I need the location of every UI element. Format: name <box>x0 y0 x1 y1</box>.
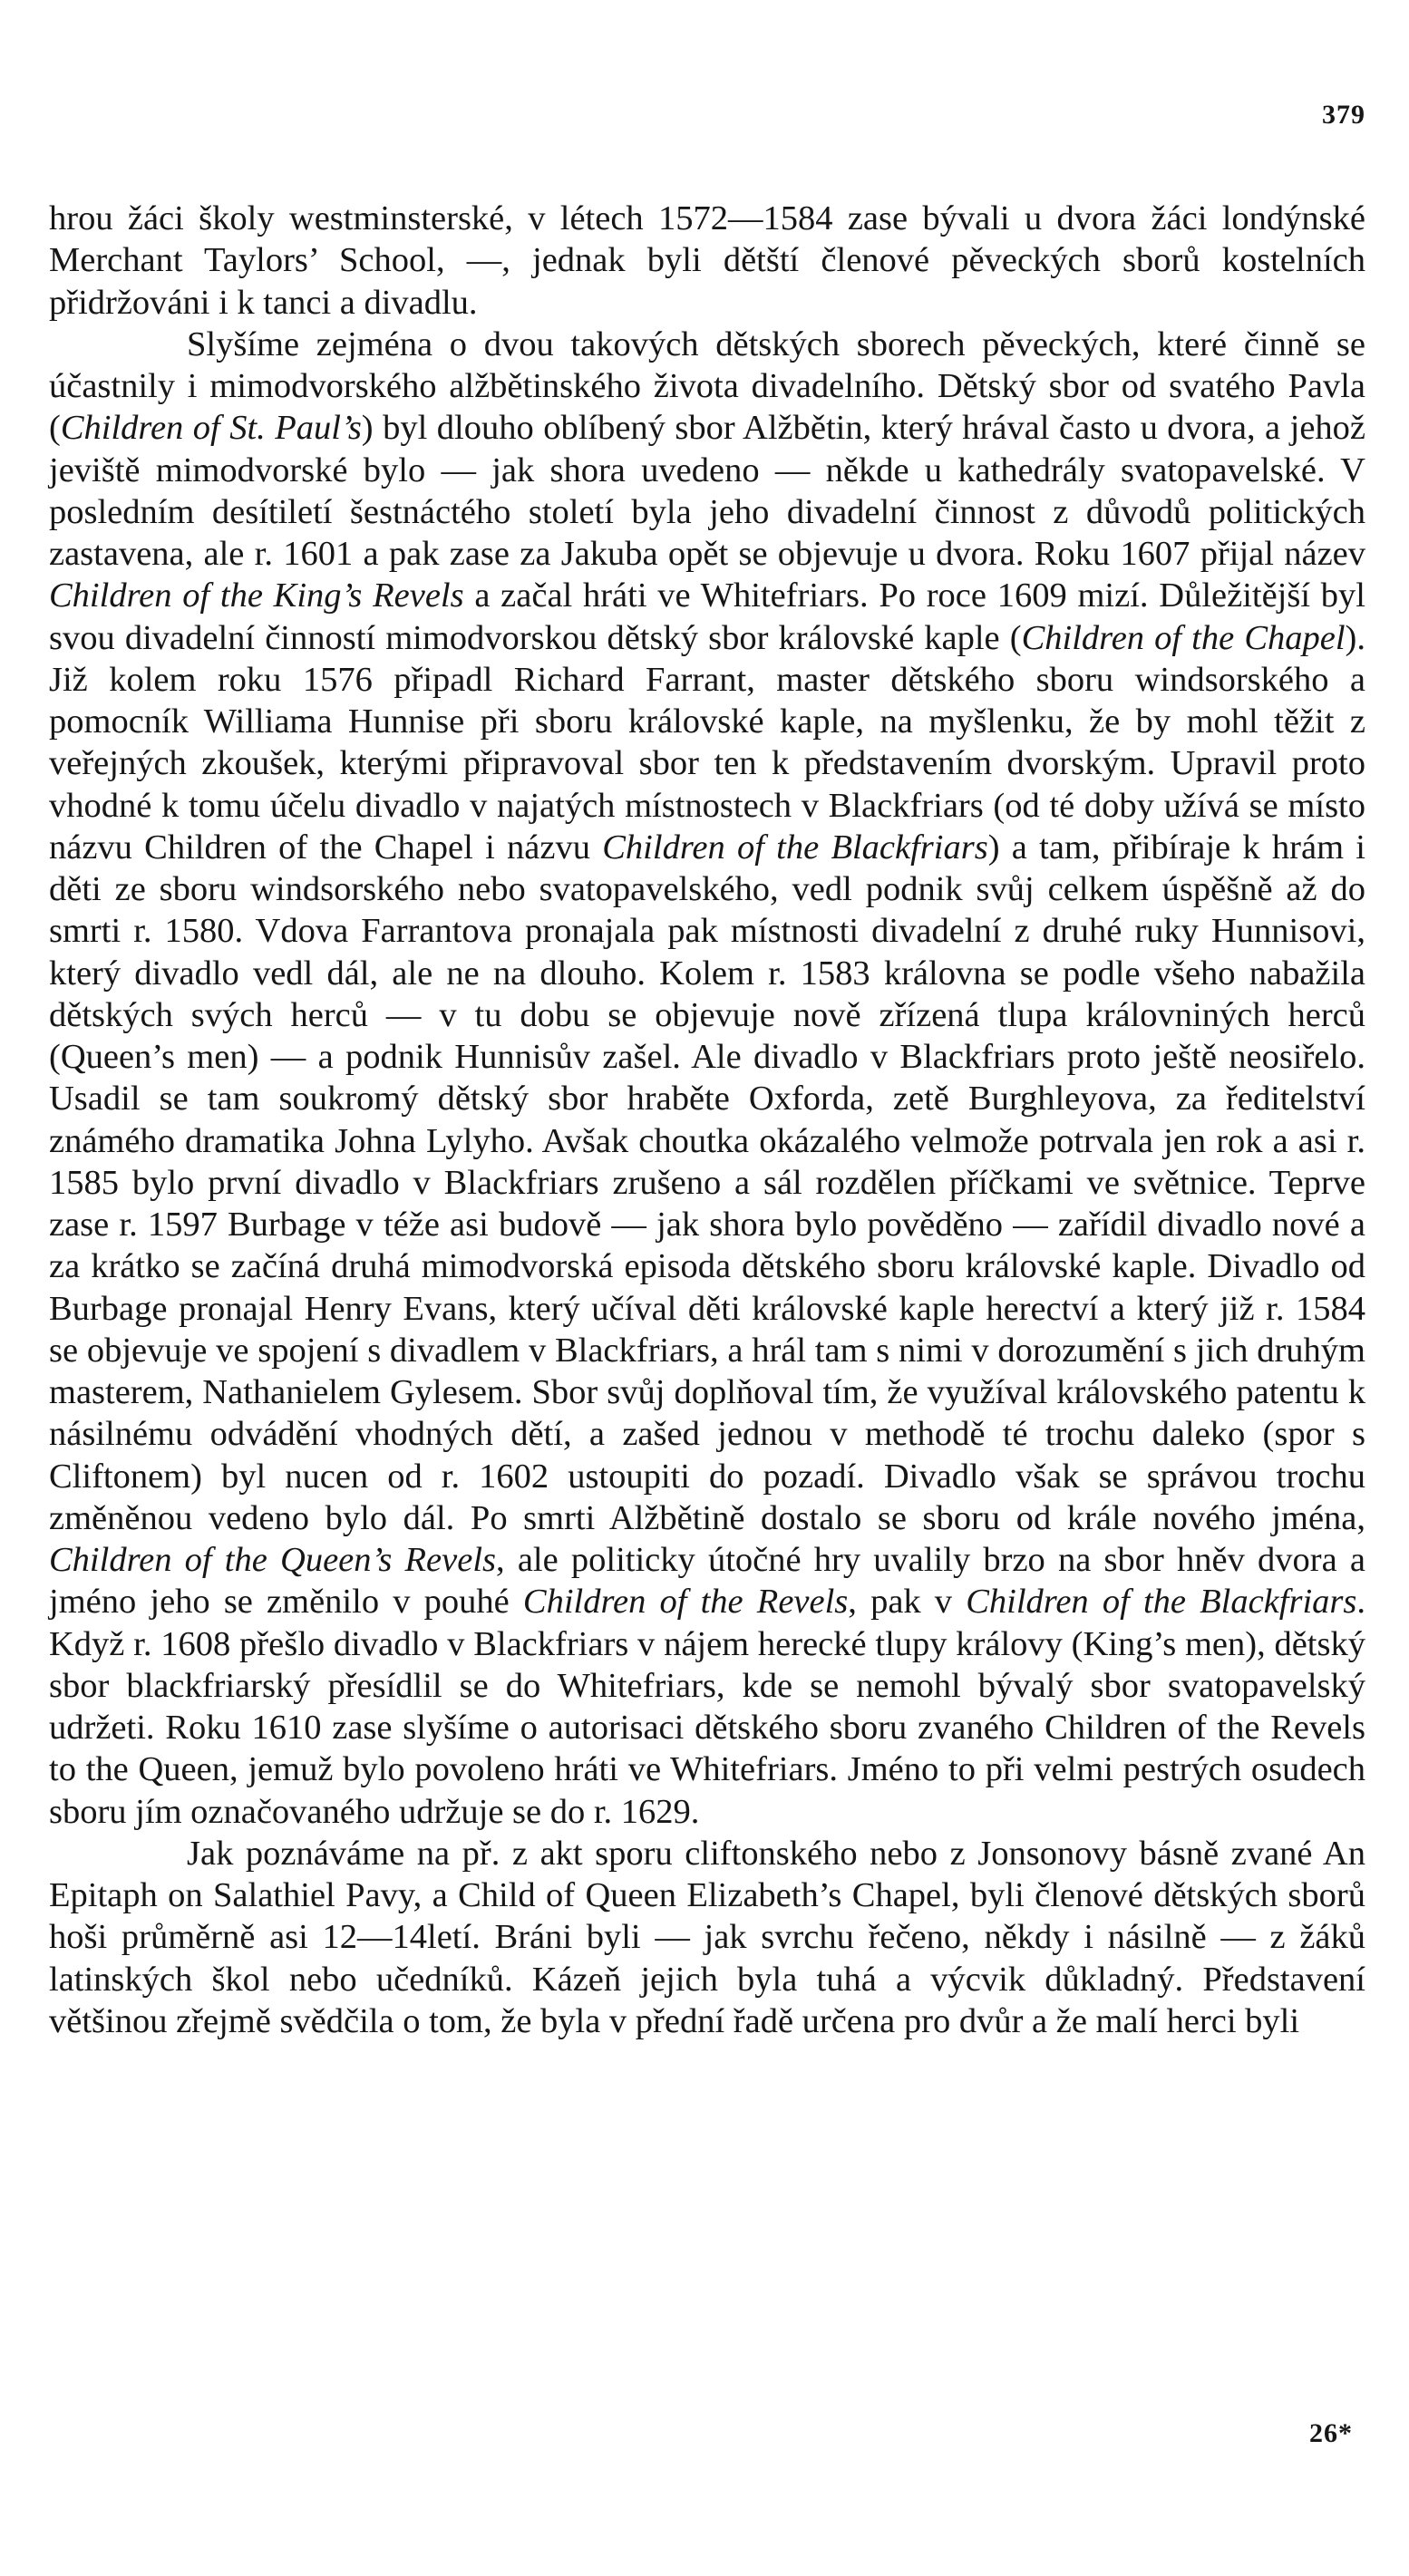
italic-title: Children of the Chapel <box>1021 618 1346 657</box>
body-text <box>49 198 1365 2042</box>
italic-title: Children of the Blackfriars <box>966 1583 1357 1622</box>
text-segment: ) byl dlouho oblíbený sbor Alžbětin, který hrával často u dvora, a jehož jeviště mimodvorské bylo — jak shora uvedeno — někde u kathedrály svatopavelské. V posledním desítiletí šestnáctého století byla jeho divadelní činnost z důvodů politických zastavena, ale r. 1601 a pak zase za Jakuba opět se objevuje u dvora. Roku 1607 přijal název <box>49 409 1365 573</box>
italic-title: Children of St. Paul’s <box>60 409 362 448</box>
paragraph <box>49 198 1365 324</box>
text-segment: . Když r. 1608 přešlo divadlo v Blackfriars v nájem herecké tlupy královy (King’s men), dětský sbor blackfriarský přesídlil se do Whitefriars, kde se nemohl bývalý sbor svatopavelský udržeti. Roku 1610 zase slyšíme o autorisaci dětského sboru zvaného Children of the Revels to the Queen, jemuž bylo povoleno hráti ve Whitefriars. Jméno to při velmi pestrých osudech sboru jím označovaného udržuje se do r. 1629. <box>49 1583 1365 1831</box>
page-number: 379 <box>1322 100 1365 130</box>
text-segment: Jak poznáváme na př. z akt sporu cliftonského nebo z Jonsonovy básně zvané An Epitaph on Salathiel Pavy, a Child of Queen Elizabeth’s Chapel, byli členové dětských sborů hoši průměrně asi 12—14letí. Bráni byli — jak svrchu řečeno, někdy i násilně — z žáků latinských škol nebo učedníků. Kázeň jejich byla tuhá a výcvik důkladný. Představení většinou zřejmě svědčila o tom, že byla v přední řadě určena pro dvůr a že malí herci byli <box>49 1834 1365 2040</box>
text-segment: a začal hráti ve Whitefriars. Po roce 1609 mizí. Důležitější byl svou divadelní činností mimodvorskou dětský sbor královské kaple ( <box>49 576 1365 657</box>
text-segment: , ale politicky útočné hry uvalily brzo na sbor hněv dvora a jméno jeho se změnilo v pouhé <box>49 1541 1365 1622</box>
printer-signature: 26* <box>1309 2418 1353 2448</box>
paragraph <box>49 324 1365 1833</box>
italic-title: Children of the Queen’s Revels <box>49 1541 496 1579</box>
italic-title: Children of the Revels <box>522 1583 849 1622</box>
text-segment: , pak v <box>848 1583 967 1622</box>
italic-title: Children of the Blackfriars <box>602 828 988 867</box>
paragraph <box>49 1833 1365 2042</box>
text-segment: Slyšíme zejména o dvou takových dětských sborech pěveckých, které činně se účastnily i mimodvorského alžbětinského života divadelního. Dětský sbor od svatého Pavla ( <box>49 324 1365 448</box>
italic-title: Children of the King’s Revels <box>49 576 464 615</box>
text-segment: hrou žáci školy westminsterské, v létech 1572—1584 zase bývali u dvora žáci londýnské Merchant Taylors’ School, —, jednak byli dětští členové pěveckých sborů kostelních přidržováni i k tanci a divadlu. <box>49 199 1365 322</box>
text-segment: ) a tam, přibíraje k hrám i děti ze sboru windsorského nebo svatopavelského, vedl podnik svůj celkem úspěšně až do smrti r. 1580. Vdova Farrantova pronajala pak místnosti divadelní z druhé ruky Hunnisovi, který divadlo vedl dál, ale ne na dlouho. Kolem r. 1583 královna se podle všeho nabažila dětských svých herců — v tu dobu se objevuje nově zřízená tlupa královniných herců (Queen’s men) — a podnik Hunnisův zašel. Ale divadlo v Blackfriars proto ještě neosiřelo. Usadil se tam soukromý dětský sbor hraběte Oxforda, zetě Burghleyova, za ředitelství známého dramatika Johna Lylyho. Avšak choutka okázalého velmože potrvala jen rok a asi r. 1585 bylo první divadlo v Blackfriars zrušeno a sál rozdělen příčkami ve světnice. Teprve zase r. 1597 Burbage v téže asi budově — jak shora bylo pověděno — zařídil divadlo nové a za krátko se začíná druhá mimodvorská episoda dětského sboru královské kaple. Divadlo od Burbage pronajal Henry Evans, který učíval děti královské kaple herectví a který již r. 1584 se objevuje ve spojení s divadlem v Blackfriars, a hrál tam s nimi v dorozumění s jich druhým masterem, Nathanielem Gylesem. Sbor svůj doplňoval tím, že využíval královského patentu k násilnému odvádění vhodných dětí, a zašed jednou v methodě té trochu daleko (spor s Cliftonem) byl nucen od r. 1602 ustoupiti do pozadí. Divadlo však se správou trochu změněnou vedeno bylo dál. Po smrti Alžbětině dostalo se sboru od krále nového jména, <box>49 828 1365 1537</box>
text-segment: ). Již kolem roku 1576 připadl Richard Farrant, master dětského sboru windsorského a pomocník Williama Hunnise při sboru královské kaple, na myšlenku, že by mohl těžit z veřejných zkoušek, kterými připravoval sbor ten k představením dvorským. Upravil proto vhodné k tomu účelu divadlo v najatých místnostech v Blackfriars (od té doby užívá se místo názvu Children of the Chapel i názvu <box>49 618 1365 867</box>
